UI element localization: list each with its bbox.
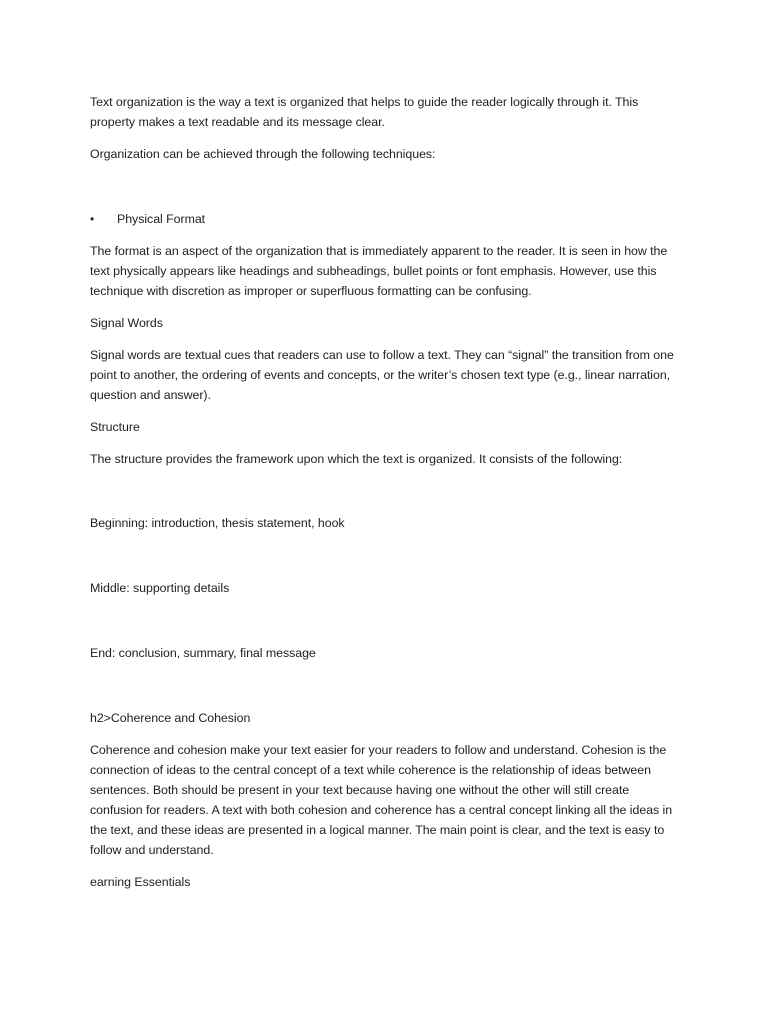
coherence-heading: h2>Coherence and Cohesion: [90, 711, 251, 725]
coherence-paragraph: Coherence and cohesion make your text easier for your readers to follow and understand. Cohesion is the connection of ideas to the central concept of a text while coherence is the relationship of ideas between sentences. Both should be present in your text because having one without the other will still create confusion for readers. A text with both cohesion and coherence has a central concept linking all the ideas in the text, and these ideas are presented in a logical manner. The main point is clear, and the text is easy to follow and understand.: [90, 743, 673, 857]
structure-middle: Middle: supporting details: [90, 581, 230, 595]
techniques-intro: Organization can be achieved through the following techniques:: [90, 147, 436, 161]
bullet-marker: •: [90, 212, 95, 226]
structure-end: End: conclusion, summary, final message: [90, 646, 316, 660]
signal-words-heading: Signal Words: [90, 316, 163, 330]
physical-format-paragraph: The format is an aspect of the organization that is immediately apparent to the reader. It is seen in how the text physically appears like headings and subheadings, bullet points or font emphasis. However, use this technique with discretion as improper or superfluous formatting can be confusing.: [90, 244, 668, 298]
learning-essentials-heading: earning Essentials: [90, 875, 191, 889]
structure-paragraph: The structure provides the framework upon which the text is organized. It consists of the following:: [90, 452, 623, 466]
intro-paragraph: Text organization is the way a text is organized that helps to guide the reader logically through it. This property makes a text readable and its message clear.: [90, 95, 639, 129]
signal-words-paragraph: Signal words are textual cues that readers can use to follow a text. They can “signal” the transition from one point to another, the ordering of events and concepts, or the writer’s chosen text type (e.g., linear narration, question and answer).: [90, 348, 674, 402]
structure-heading: Structure: [90, 420, 140, 434]
bullet-label: Physical Format: [117, 212, 206, 226]
bullet-item-physical-format: [90, 209, 678, 229]
structure-beginning: Beginning: introduction, thesis statement, hook: [90, 516, 345, 530]
